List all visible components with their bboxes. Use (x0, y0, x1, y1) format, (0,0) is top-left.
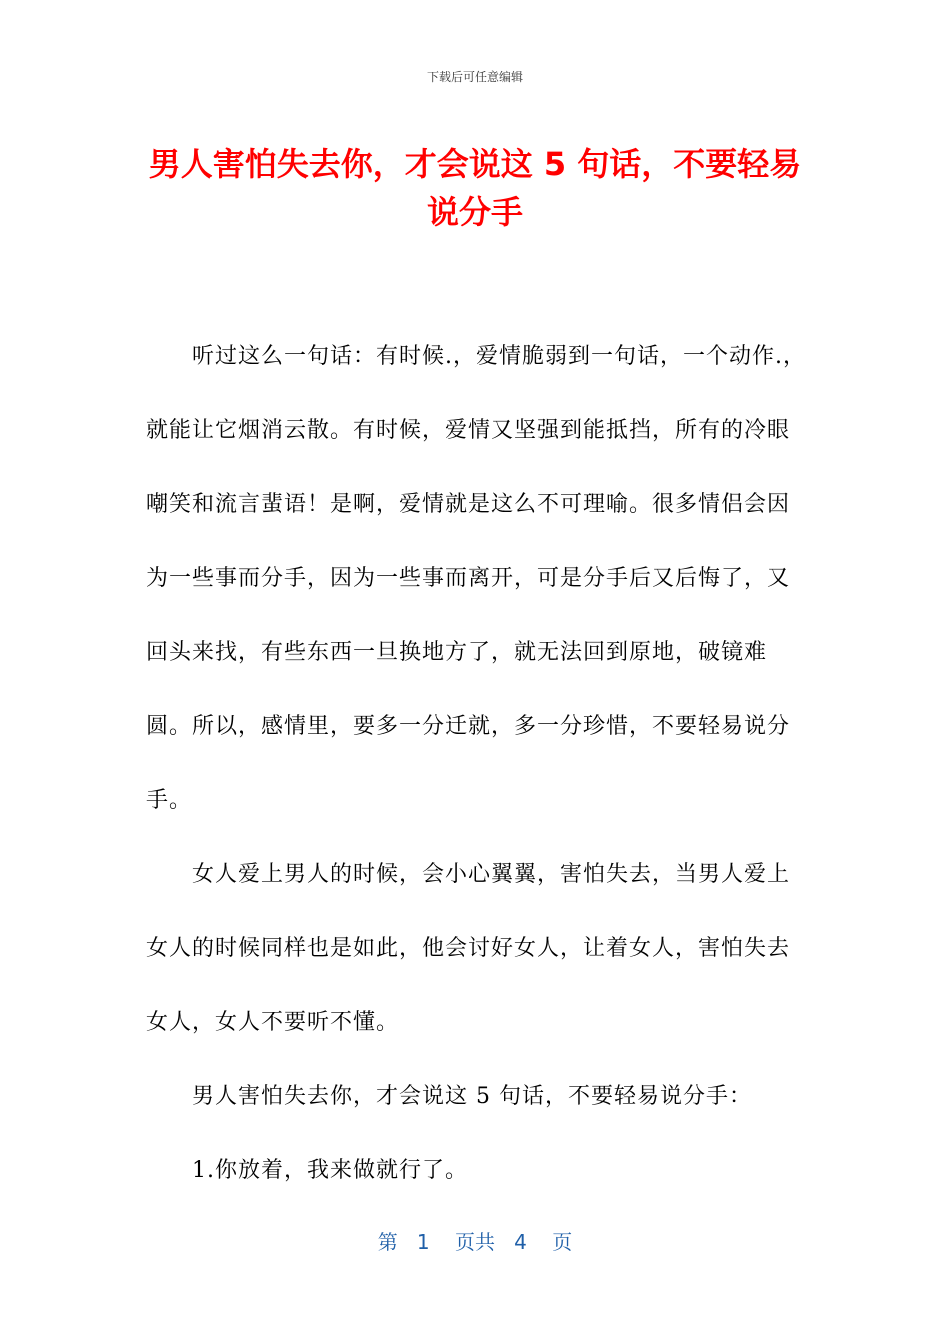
paragraph-five-sentences: 男人害怕失去你，才会说这 5 句话，不要轻易说分手： (192, 1084, 752, 1109)
header-note: 下载后可任意编辑 (426, 70, 523, 84)
document-body (146, 320, 806, 1208)
list-item-1: 1.你放着，我来做就行了。 (192, 1158, 468, 1183)
document-title: 男人害怕失去你，才会说这 5 句话，不要轻易说分手 (148, 145, 802, 231)
paragraph-intro: 听过这么一句话：有时候.，爱情脆弱到一句话，一个动作.，就能让它烟消云散。有时候，爱情又坚强到能抵挡，所有的冷眼嘲笑和流言蜚语！是啊，爱情就是这么不可理喻。很多情侣会因为一些事而分手，因为一些事而离开，可是分手后又后悔了，又回头来找，有些东西一旦换地方了，就无法回到原地，破镜难圆。所以，感情里，要多一分迁就，多一分珍惜，不要轻易说分手。 (146, 344, 806, 813)
footer-prefix: 第 (377, 1230, 398, 1254)
footer-suffix: 页 (552, 1230, 573, 1254)
page-footer (0, 1226, 950, 1255)
footer-middle: 页共 (455, 1230, 495, 1254)
total-pages-number: 4 (514, 1230, 527, 1254)
paragraph-fear-of-loss: 女人爱上男人的时候，会小心翼翼，害怕失去，当男人爱上女人的时候同样也是如此，他会讨好女人，让着女人，害怕失去女人，女人不要听不懂。 (146, 862, 791, 1035)
current-page-number: 1 (416, 1230, 430, 1254)
